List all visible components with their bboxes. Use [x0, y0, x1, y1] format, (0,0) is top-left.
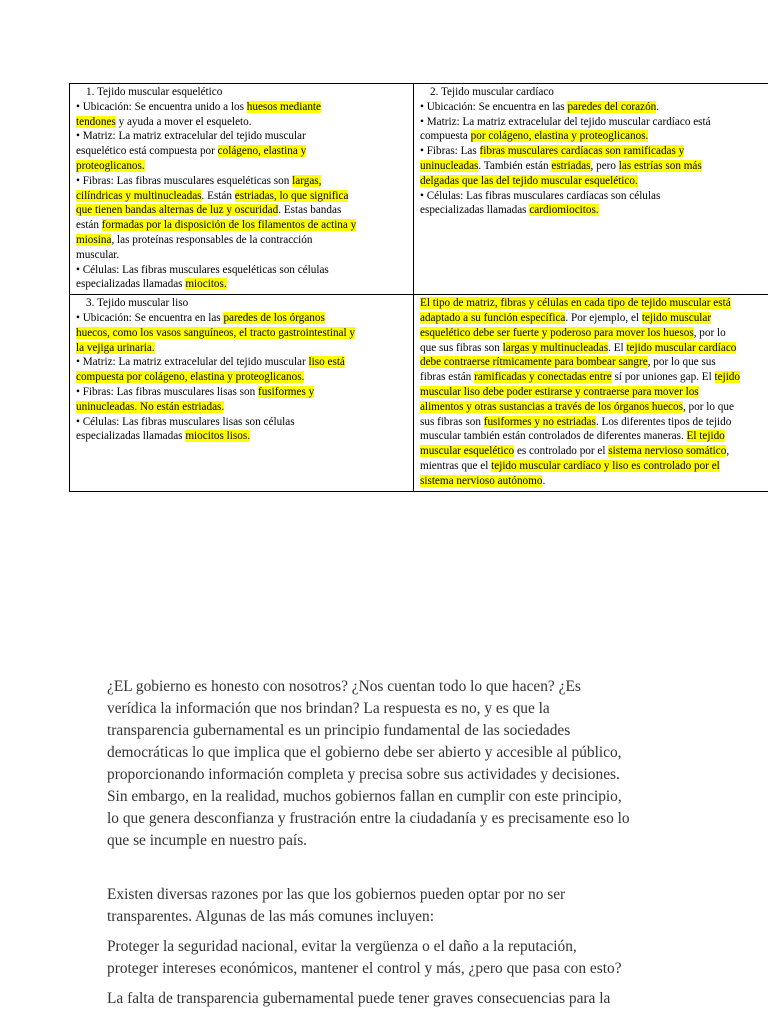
table-row [70, 84, 768, 295]
essay-line: democráticas lo que implica que el gobierno debe ser abierto y accesible al público, [107, 744, 622, 761]
cell-line [76, 144, 410, 159]
highlighted-text: uninucleadas. No están estriadas. [76, 400, 225, 413]
cell-smooth-muscle [70, 295, 414, 491]
text-segment: . El [608, 341, 627, 354]
table-row [70, 295, 768, 491]
highlighted-text: estriadas, lo que significa [234, 189, 349, 202]
highlighted-text: por colágeno, elastina y proteoglicanos. [470, 130, 649, 143]
cell-skeletal-muscle [70, 84, 414, 295]
highlighted-text: paredes de los órganos [223, 311, 325, 324]
text-segment: . [656, 100, 660, 113]
highlighted-text: cilíndricas y multinucleadas [76, 189, 202, 202]
essay-paragraph-3 [107, 936, 707, 980]
highlighted-text: colágeno, elastina y [217, 145, 307, 158]
cell-line [420, 203, 768, 218]
text-segment: que sus fibras son [420, 341, 503, 354]
highlighted-text: formadas por la disposición de los filamentos de actina y [101, 219, 357, 232]
highlighted-text: largas y multinucleadas [502, 341, 609, 354]
cell-line [420, 326, 768, 341]
highlighted-text: tejido muscular cardíaco y liso es controlado por el [491, 459, 720, 472]
text-segment: están [76, 219, 102, 232]
cell-line [76, 400, 410, 415]
cell-line [76, 100, 410, 115]
highlighted-text: tejido muscular cardíaco [626, 341, 737, 354]
muscle-tissue-table [69, 83, 768, 492]
text-segment: especializadas llamadas [76, 278, 186, 291]
highlighted-text: la vejiga urinaria. [76, 341, 155, 354]
highlighted-text: compuesta por colágeno, elastina y proteoglicanos. [76, 371, 305, 384]
text-segment: . Estas bandas [278, 204, 342, 217]
text-segment: compuesta [420, 130, 471, 143]
highlighted-text: delgadas que las del tejido muscular esquelético. [420, 174, 638, 187]
text-segment: sí por uniones gap. El [611, 371, 715, 384]
cell-line [420, 474, 768, 489]
cell-line [420, 189, 768, 204]
text-segment: y ayuda a mover el esqueleto. [115, 115, 252, 128]
highlighted-text: huesos mediante [246, 100, 322, 113]
cell-line [76, 370, 410, 385]
text-segment: • Matriz: La matriz extracelular del tejido muscular [76, 356, 309, 369]
text-segment: fibras están [420, 371, 475, 384]
highlighted-text: uninucleadas [420, 159, 479, 172]
cell-line [420, 115, 768, 130]
highlighted-text: paredes del corazón [567, 100, 657, 113]
cell-line [76, 218, 410, 233]
text-segment: . Por ejemplo, el [565, 311, 642, 324]
highlighted-text: miocitos lisos. [185, 430, 250, 443]
text-segment: sus fibras son [420, 415, 484, 428]
cell-line [76, 203, 410, 218]
highlighted-text: las estrías son más [618, 159, 702, 172]
essay-line: que se incumple en nuestro país. [107, 832, 308, 849]
text-segment: • Ubicación: Se encuentra en las [76, 311, 224, 324]
cell-line [76, 311, 410, 326]
highlighted-text: ramificadas y conectadas entre [474, 371, 612, 384]
text-segment: , [726, 445, 730, 458]
cell-line [420, 459, 768, 474]
highlighted-text: El tipo de matriz, fibras y células en cada tipo de tejido muscular está [420, 297, 731, 310]
essay-line: verídica la información que nos brindan? La respuesta es no, y es que la [107, 700, 550, 717]
text-segment: • Células: Las fibras musculares esqueléticas son células [76, 263, 329, 276]
text-segment: • Fibras: Las [420, 145, 480, 158]
cell-line [76, 385, 410, 400]
cell-line [76, 263, 410, 278]
highlighted-text: liso está [308, 356, 345, 369]
highlighted-text: sistema nervioso somático [608, 445, 727, 458]
text-segment: • Células: Las fibras musculares lisas son células [76, 415, 295, 428]
text-segment: muscular. [76, 248, 120, 261]
cell-line [76, 277, 410, 292]
cell-line [420, 144, 768, 159]
highlighted-text: alimentos y otras sustancias a través de los órganos huecos [420, 400, 683, 413]
cell-line [420, 370, 768, 385]
essay-line: proporcionando información completa y precisa sobre sus actividades y decisiones. [107, 766, 620, 783]
text-segment: , pero [590, 159, 619, 172]
essay-line: proteger intereses económicos, mantener el control y más, ¿pero que pasa con esto? [107, 960, 622, 977]
essay-text [107, 676, 707, 1010]
text-segment: • Ubicación: Se encuentra unido a los [76, 100, 247, 113]
highlighted-text: fusiformes y no estriadas [483, 415, 596, 428]
essay-line: transparentes. Algunas de las más comunes incluyen: [107, 908, 434, 925]
cell-line [76, 341, 410, 356]
essay-line: Existen diversas razones por las que los gobiernos pueden optar por no ser [107, 886, 566, 903]
text-segment: muscular también están controlados de diferentes maneras. [420, 430, 687, 443]
cell-title: 3. Tejido muscular liso [86, 297, 189, 310]
essay-paragraph-1 [107, 676, 707, 852]
essay-line: ¿EL gobierno es honesto con nosotros? ¿Nos cuentan todo lo que hacen? ¿Es [107, 678, 581, 695]
highlighted-text: debe contraerse rítmicamente para bombear sangre [420, 356, 648, 369]
cell-line [420, 385, 768, 400]
highlighted-text: miocitos. [185, 278, 227, 291]
cell-line [420, 174, 768, 189]
text-segment: . También están [478, 159, 552, 172]
cell-line [420, 444, 768, 459]
cell-line [420, 400, 768, 415]
essay-line: Proteger la seguridad nacional, evitar la vergüenza o el daño a la reputación, [107, 938, 577, 955]
essay-paragraph-4 [107, 988, 707, 1010]
text-segment: mientras que el [420, 459, 492, 472]
text-segment: esquelético está compuesta por [76, 145, 218, 158]
cell-line [76, 174, 410, 189]
cell-line [420, 100, 768, 115]
highlighted-text: esquelético debe ser fuerte y poderoso para mover los huesos [420, 326, 694, 339]
essay-line: La falta de transparencia gubernamental puede tener graves consecuencias para la [107, 990, 611, 1007]
highlighted-text: huecos, como los vasos sanguíneos, el tracto gastrointestinal y [76, 326, 356, 339]
cell-line [76, 355, 410, 370]
text-segment: , las proteínas responsables de la contracción [111, 233, 313, 246]
essay-line: Sin embargo, en la realidad, muchos gobiernos fallan en cumplir con este principio, [107, 788, 622, 805]
essay-paragraph-2 [107, 884, 707, 928]
cell-line [420, 415, 768, 430]
cell-title: 2. Tejido muscular cardíaco [430, 86, 554, 98]
text-segment: . [542, 474, 546, 487]
cell-line [420, 311, 768, 326]
cell-line [76, 115, 410, 130]
cell-cardiac-muscle [414, 84, 768, 295]
cell-line [76, 415, 410, 430]
highlighted-text: miosina [76, 233, 112, 246]
cell-line [420, 296, 768, 311]
essay-line: transparencia gubernamental es un principio fundamental de las sociedades [107, 722, 571, 739]
highlighted-text: estriadas [551, 159, 591, 172]
highlighted-text: fusiformes y [257, 385, 315, 398]
essay-line: lo que genera desconfianza y frustración entre la ciudadanía y es precisamente eso lo [107, 810, 630, 827]
highlighted-text: tejido muscular [641, 311, 712, 324]
text-segment: especializadas llamadas [76, 430, 186, 443]
highlighted-text: cardiomiocitos. [529, 204, 599, 217]
cell-line [420, 355, 768, 370]
text-segment: , por lo [693, 326, 726, 339]
text-segment: • Ubicación: Se encuentra en las [420, 100, 568, 113]
cell-line [76, 233, 410, 248]
cell-line [420, 129, 768, 144]
highlighted-text: tendones [76, 115, 116, 128]
highlighted-text: que tienen bandas alternas de luz y oscuridad [76, 204, 279, 217]
highlighted-text: sistema nervioso autónomo [420, 474, 543, 487]
cell-line [76, 129, 410, 144]
text-segment: especializadas llamadas [420, 204, 530, 217]
text-segment: • Fibras: Las fibras musculares lisas son [76, 385, 258, 398]
text-segment: , por lo que sus [647, 356, 716, 369]
text-segment: . Están [201, 189, 235, 202]
highlighted-text: fibras musculares cardíacas son ramificadas y [479, 145, 685, 158]
text-segment: • Matriz: La matriz extracelular del tejido muscular cardíaco está [420, 115, 711, 128]
cell-line [76, 326, 410, 341]
cell-line [420, 341, 768, 356]
text-segment: • Matriz: La matriz extracelular del tejido muscular [76, 130, 306, 143]
highlighted-text: adaptado a su función específica [420, 311, 566, 324]
cell-title: 1. Tejido muscular esquelético [86, 86, 223, 98]
text-segment: , por lo que [682, 400, 734, 413]
highlighted-text: proteoglicanos. [76, 159, 145, 172]
text-segment: • Células: Las fibras musculares cardíacas son células [420, 189, 661, 202]
highlighted-text: largas, [292, 174, 322, 187]
highlighted-text: muscular liso debe poder estirarse y contraerse para mover los [420, 385, 699, 398]
cell-line [76, 248, 410, 263]
highlighted-text: tejido [714, 371, 740, 384]
highlighted-text: El tejido [686, 430, 725, 443]
text-segment: • Fibras: Las fibras musculares esqueléticas son [76, 174, 293, 187]
cell-summary [414, 295, 768, 491]
highlighted-text: muscular esquelético [420, 445, 515, 458]
cell-line [76, 159, 410, 174]
cell-line [420, 159, 768, 174]
cell-line [420, 429, 768, 444]
cell-line [76, 429, 410, 444]
text-segment: es controlado por el [514, 445, 609, 458]
cell-line [76, 189, 410, 204]
text-segment: . Los diferentes tipos de tejido [595, 415, 732, 428]
